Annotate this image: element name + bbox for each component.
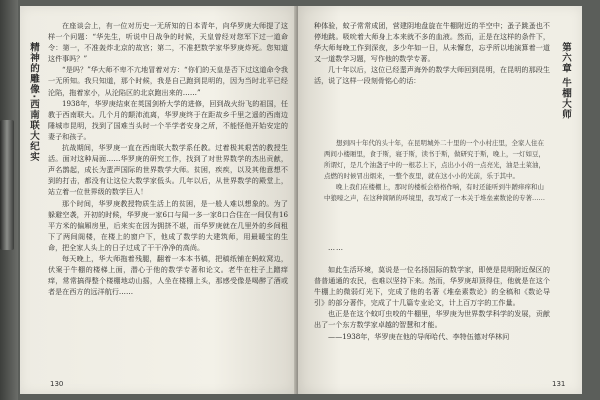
left-page <box>20 6 296 394</box>
right-body-text-bottom <box>314 264 550 342</box>
paragraph: 如此生活环境，莫说是一位名扬国际的数学家，即使是昆明附近保区的普普通通的农民，也难以坚持下来。然而，华罗庚却顶得住，他就是在这个牛棚上的微弱灯光下，完成了他的名著《堆垒素数论》的全稿和《数论导引》的部分著作，完成了十几篇专业论文，计上百万字的工作量。 <box>314 265 550 308</box>
paragraph: ——1938年，华罗庚在他的导师哈代、李特伍德对华林问 <box>328 331 510 341</box>
paragraph: 种体验，蚊子常常成团，营建阴地盘旋在牛棚附近的半空中；蚤子跳蚤也不停地跳。吸吮着大师身上本来就不多的血液。然而，正是在这样的条件下，华大师每晚工作到深夜，多少年如一日，从未懈怠，忘乎所以地演算着一道又一道数学习题，写作他的数学专著。 <box>314 21 550 64</box>
paragraph: 那个时间，华罗庚教授物质生活上的贫困，是一般人难以想象的。为了躲避空袭，开初的时候，华罗庚一家6口与闻一多一家8口合住在一间仅有16平方米的偏厢房里，后来实在因为拥挤不堪，而华罗庚就在几里外的乡间租下了两间阁楼，在楼上的窗户下，他成了数学的大建筑师，用最暖宝的生命，把全家人头上的日子过成了干干净净的高尚。 <box>48 198 288 252</box>
paragraph: 几十年以后，这位已经蜚声海外的数学大师回到昆明，在昆明的那段生活，说了这样一段刻骨铭心的话： <box>314 65 550 86</box>
quote-paragraph: 晚上我们在楼棚上，那时的楼板会格格作响，有时还能听到牛蹭痒痒和山中狼嚎之声，在这种简陋的环境里，我写成了一本关于堆垒素数论的专著…… <box>324 183 545 203</box>
right-body-text-top <box>314 20 550 87</box>
paragraph: 在座谈会上，有一位对历史一无所知的日本青年，向华罗庚大师提了这样一个问题：“华先生，听说中日战争的时候，天皇曾经对您军下过一道命令：第一，不准轰炸北京的故宫；第二，不准把数学家华罗庚炸死。您知道这件事吗？” <box>48 21 288 64</box>
left-page-number: 130 <box>50 380 64 388</box>
right-running-head: 第六章 牛棚大师 <box>560 42 571 120</box>
left-running-head: 精神的雕像·西南联大纪实 <box>28 42 39 163</box>
binder-clip <box>0 120 14 250</box>
right-page <box>298 6 582 394</box>
paragraph: 抗战期间，华罗庚一直在西南联大数学系任教。过着极其艰苦的教授生活。面对这种局面……华罗庚的研究工作，找到了对世界数学的杰出贡献，声名鹊起，成长为蜚声国际的世界数学大师。贫困，疾疾，以及其他意想不到的打击，都没有让这位大数学家低头。几年以后，从世界数学的殿堂上，站立着一位世界级的数学巨人！ <box>48 143 288 197</box>
paragraph: 每天晚上，华大师拖着残腿，翻着一本本书稿，把稿纸铺在蚂蚁窝边，伏案于牛棚的楼梯上面，潜心于他的数学专著和论文。老牛在柱子上蹭痒痒，常常搞得整个楼棚地动山摇，人坐在楼棚上头，那感受像是喝醉了酒或者是在西方的远洋航行…… <box>48 253 288 297</box>
right-page-number: 131 <box>552 380 566 388</box>
paragraph: 1938年，华罗庚结束在英国剑桥大学的进修，回到战火纷飞的祖国，任教于西南联大。几个月的颠沛流离，华罗庚终于在距故乡千里之遥的西南边陲城市昆明，找到了国难当头时一个半学者安身之所，不能怪他开始安定的妻子和孩子。 <box>48 98 288 141</box>
paragraph: 也正是在这个蚊叮虫咬的牛棚里，华罗庚为世界数学科学的发展，贡献出了一个东方数学家卓越的智慧和才能。 <box>314 309 550 330</box>
paragraph: “是吗？”华大师不卑不亢地冒着对方：“你们的天皇是否下过这道命令我一无所知。我只知道，那个时候，我是自己跑到昆明的，因为当时北平已经沦陷，拖着家小，从沦陷区的北京跑出来的……” <box>48 65 288 97</box>
left-body-text <box>48 20 288 297</box>
quotation-block <box>324 138 546 205</box>
quote-paragraph: 想到四十年代的头十年，在昆明城外二十里的一个小村庄里，全家人住在两间小楼厢里，食于斯，寝于斯，读书于斯，做研究于斯，晚上，一灯如豆，所谓灯，是几个油盏子中的一根芯上下，点出小小的一点亮光，油是土菜油，点燃的时候冒出烟来，一整个夜里，就在这小小的光前，乐于其中。 <box>324 139 545 181</box>
ellipsis-separator: …… <box>328 244 344 252</box>
